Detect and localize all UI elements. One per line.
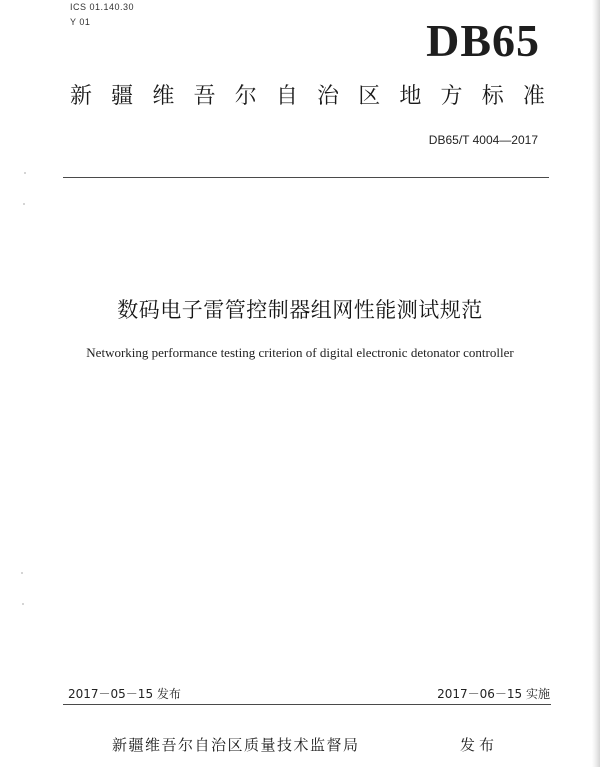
document-title-english: Networking performance testing criterion of digital electronic detonator controller [86, 345, 514, 360]
scan-speck [21, 572, 23, 574]
ics-code: ICS 01.140.30 [70, 2, 135, 12]
standard-type-char: 准 [522, 84, 545, 109]
standard-type-char: 尔 [234, 84, 257, 109]
standard-type-char: 吾 [193, 84, 216, 109]
issued-label: 发布 [460, 736, 499, 754]
scan-speck [24, 172, 26, 174]
standard-type-char: 治 [317, 84, 340, 109]
standard-type-char: 新 [70, 84, 93, 109]
standard-type-char: 方 [440, 84, 463, 109]
standard-type-char: 疆 [111, 84, 134, 109]
standard-type-char: 区 [358, 84, 381, 109]
issue-date: 2017－05－15 发布 [68, 687, 181, 701]
standard-type-char: 标 [481, 84, 504, 109]
standard-number: DB65/T 4004—2017 [428, 133, 538, 147]
header-divider [63, 177, 549, 178]
ccs-code: Y 01 [70, 17, 91, 27]
standard-type-char: 自 [275, 84, 298, 109]
standard-code: DB65 [426, 15, 540, 66]
issuing-authority: 新疆维吾尔自治区质量技术监督局 [112, 736, 360, 754]
standard-type [70, 86, 545, 108]
footer-divider [63, 704, 551, 705]
scanned-page-edge [592, 0, 600, 767]
implementation-date: 2017－06－15 实施 [437, 687, 550, 701]
scan-speck [22, 603, 24, 605]
scan-speck [23, 203, 25, 205]
standard-type-char: 维 [152, 84, 175, 109]
standard-type-char: 地 [399, 84, 422, 109]
document-title-chinese: 数码电子雷管控制器组网性能测试规范 [117, 298, 483, 322]
